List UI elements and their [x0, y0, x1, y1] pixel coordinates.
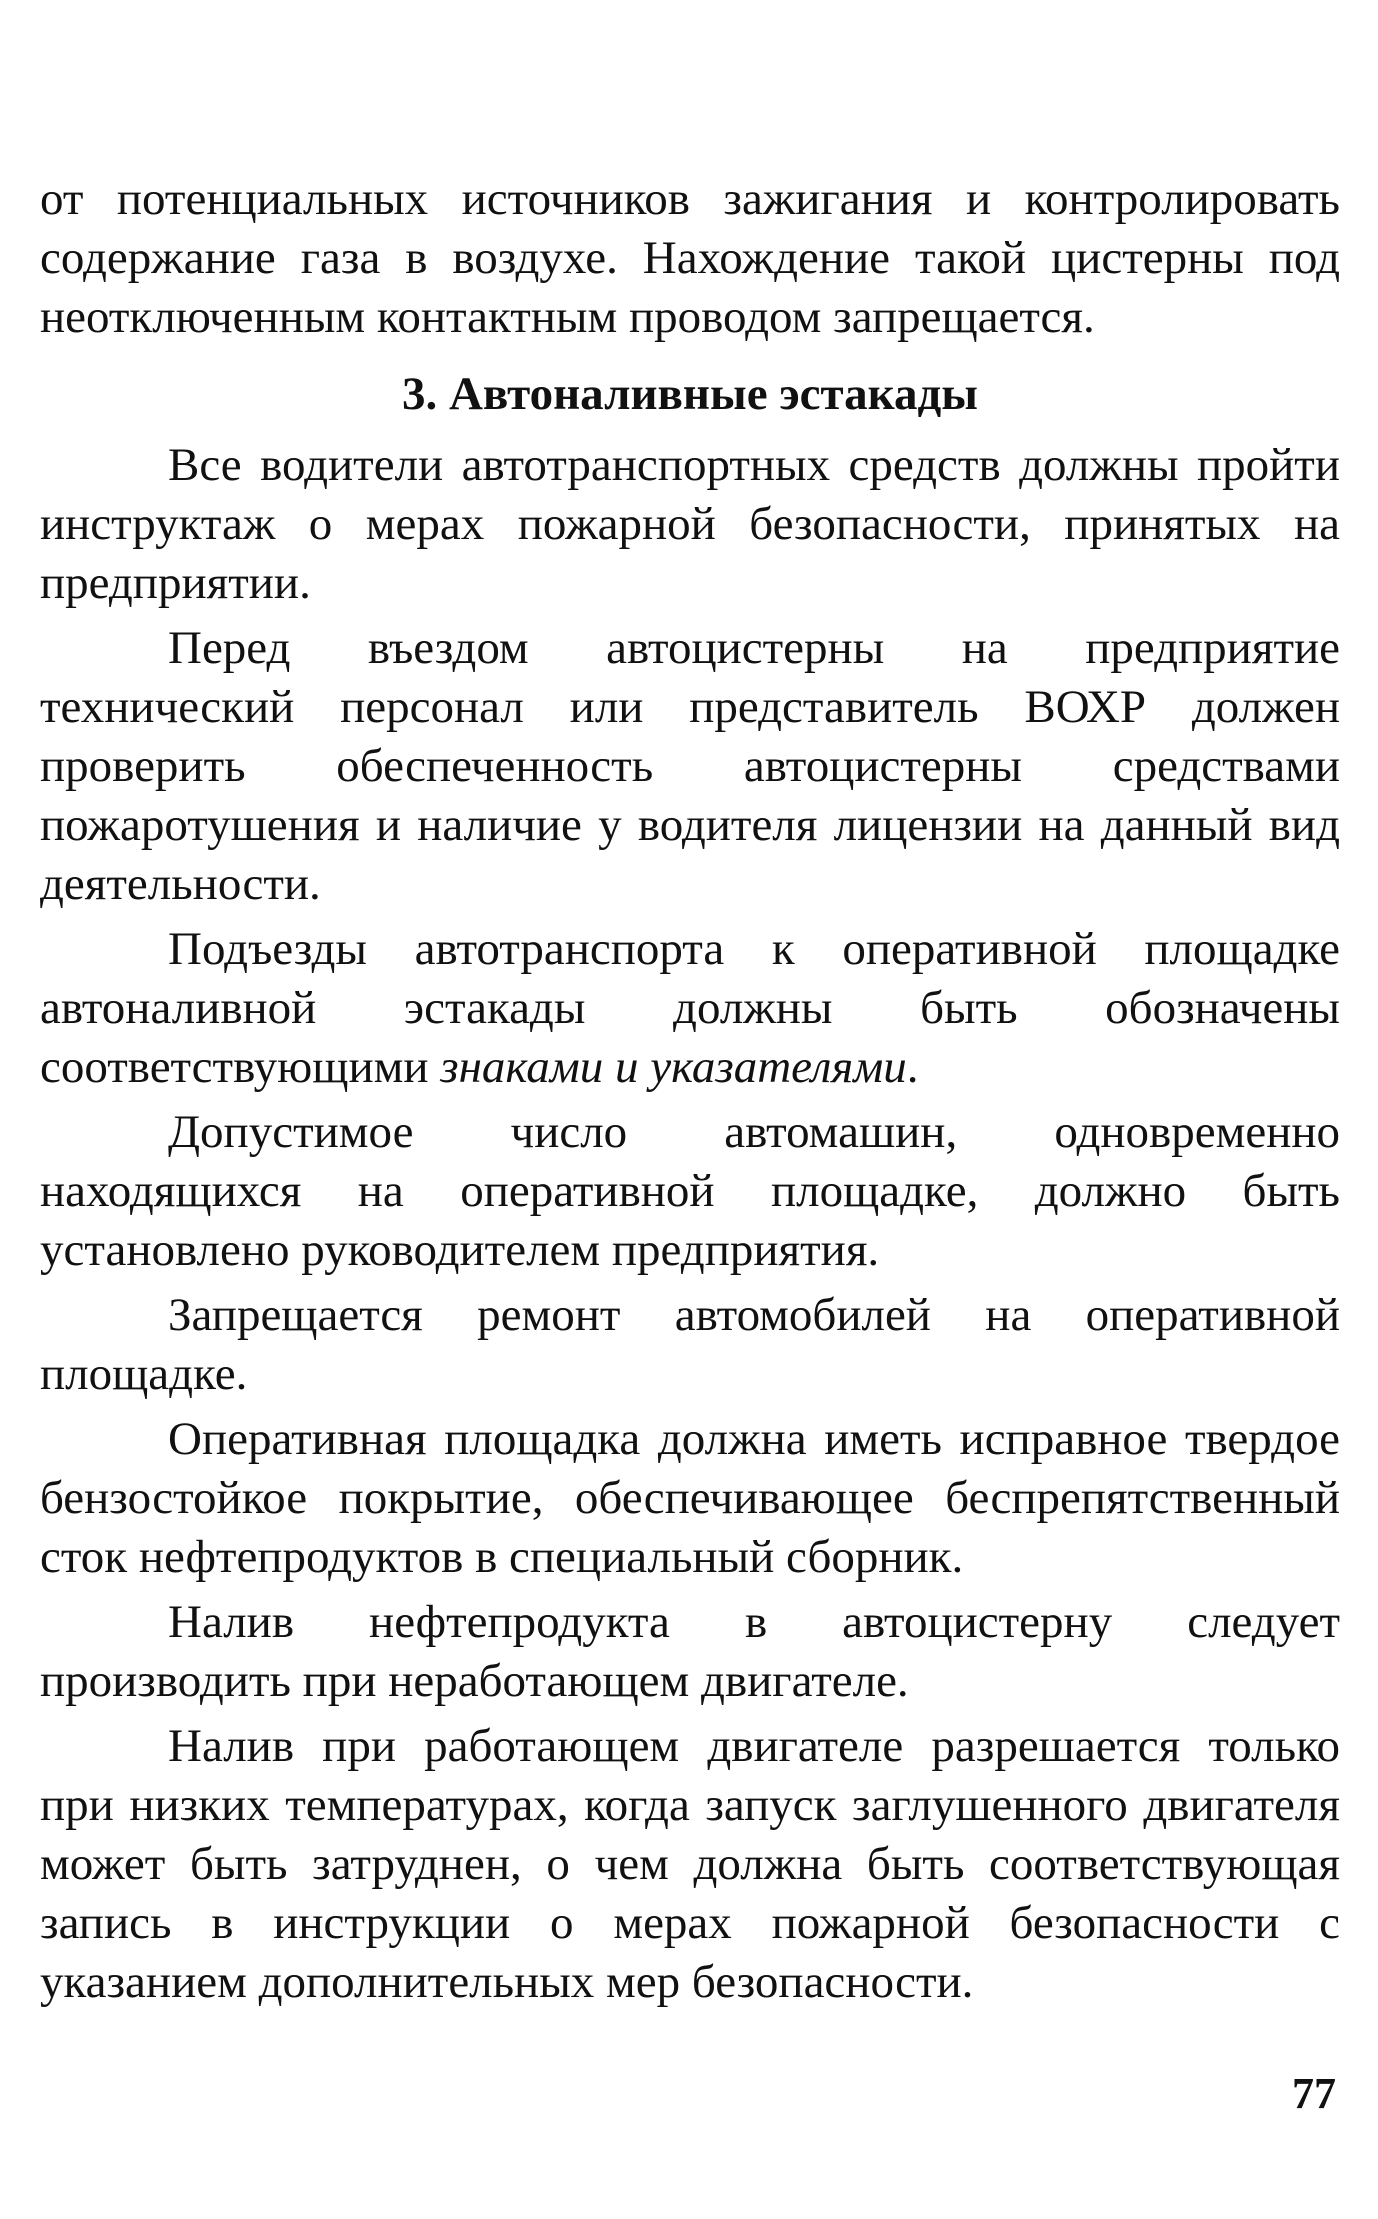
paragraph-drivers-instruction: Все водители автотранспортных средств должны пройти инструктаж о мерах пожарной безопасности, принятых на предприятии. — [40, 439, 1340, 609]
paragraph-surface: Оперативная площадка должна иметь исправное твердое бензостойкое покрытие, обеспечивающее беспрепятственный сток нефтепродуктов в специальный сборник. — [40, 1413, 1340, 1583]
section-heading: 3. Автоналивные эстакады — [401, 368, 978, 420]
paragraph-entry-check: Перед въездом автоцистерны на предприятие технический персонал или представитель ВОХР должен проверить обеспеченность автоцистерны средствами пожаротушения и наличие у водителя лицензии на данный вид деятельности. — [40, 622, 1340, 910]
paragraph-engine-on: Налив при работающем двигателе разрешается только при низких температурах, когда запуск заглушенного двигателя может быть затруднен, о чем должна быть соответствующая запись в инструкции о мерах пожарной безопасности с указанием дополнительных мер безопасности. — [40, 1720, 1340, 2008]
paragraph-engine-off: Налив нефтепродукта в автоцистерну следует производить при неработающем двигателе. — [40, 1596, 1340, 1707]
intro-paragraph: от потенциальных источников зажигания и контролировать содержание газа в воздухе. Нахождение такой цистерны под неотключенным контактным проводом запрещается. — [40, 173, 1340, 343]
page-number: 77 — [1292, 2069, 1336, 2118]
page-body — [40, 170, 1340, 2012]
paragraph-approaches-end: . — [906, 1041, 919, 1093]
paragraph-vehicle-count: Допустимое число автомашин, одновременно находящихся на оперативной площадке, должно быть установлено руководителем предприятия. — [40, 1106, 1340, 1276]
paragraph-approaches — [40, 920, 1340, 1097]
paragraph-approaches-italic: знаками и указателями — [440, 1041, 907, 1093]
paragraph-repair-ban: Запрещается ремонт автомобилей на оперативной площадке. — [40, 1289, 1340, 1400]
paragraph-approaches-text: Подъезды автотранспорта к оперативной площадке автоналивной эстакады должны быть обозначены соответствующими — [40, 923, 1340, 1093]
